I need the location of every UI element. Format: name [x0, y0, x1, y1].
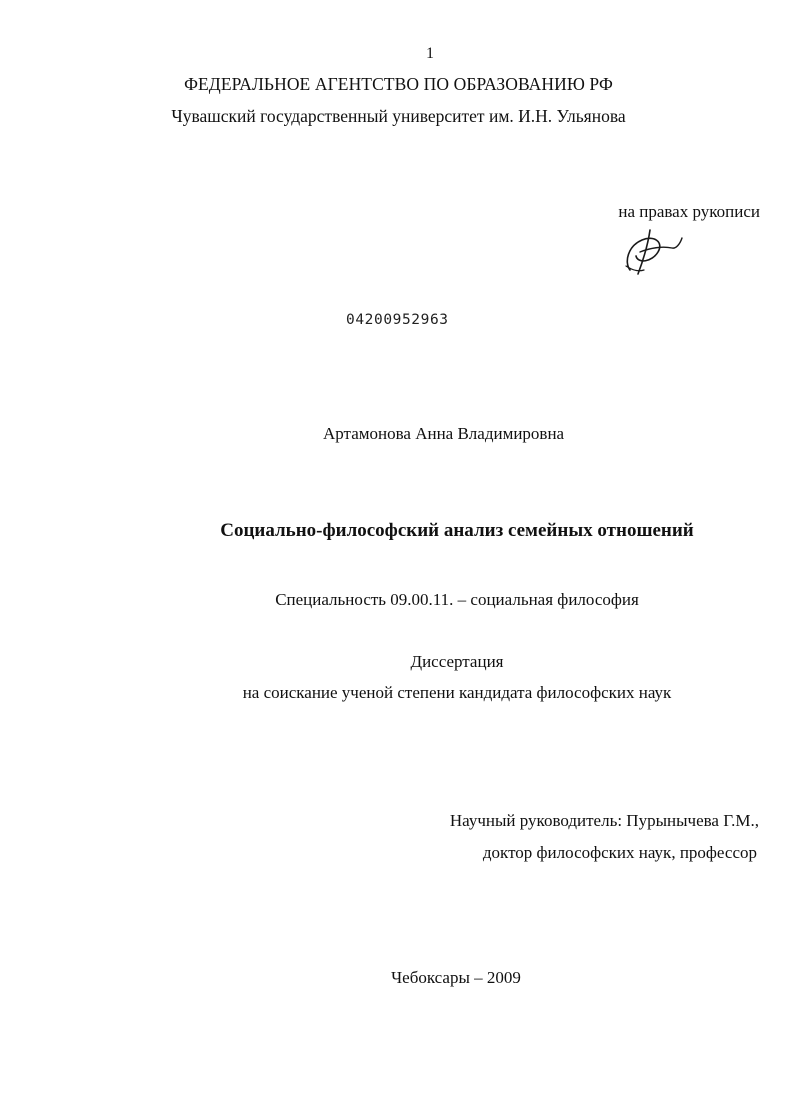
supervisor-line: Научный руководитель: Пурынычева Г.М.,	[449, 811, 759, 830]
dissertation-type: Диссертация	[410, 652, 504, 671]
page-number: 1	[426, 45, 434, 62]
agency-heading: ФЕДЕРАЛЬНОЕ АГЕНТСТВО ПО ОБРАЗОВАНИЮ РФ	[184, 74, 613, 94]
city-year: Чебоксары – 2009	[391, 968, 521, 987]
author-name: Артамонова Анна Владимировна	[323, 424, 565, 443]
manuscript-note: на правах рукописи	[618, 202, 760, 221]
specialty-line: Специальность 09.00.11. – социальная философия	[275, 590, 639, 609]
university-name: Чувашский государственный университет им. И.Н. Ульянова	[171, 106, 626, 126]
dissertation-title: Социально-философский анализ семейных отношений	[220, 520, 694, 541]
supervisor-title: доктор философских наук, профессор	[482, 843, 757, 862]
degree-line: на соискание ученой степени кандидата философских наук	[242, 683, 672, 702]
stamp-number: 04200952963	[346, 312, 449, 328]
signature-icon	[620, 226, 684, 278]
